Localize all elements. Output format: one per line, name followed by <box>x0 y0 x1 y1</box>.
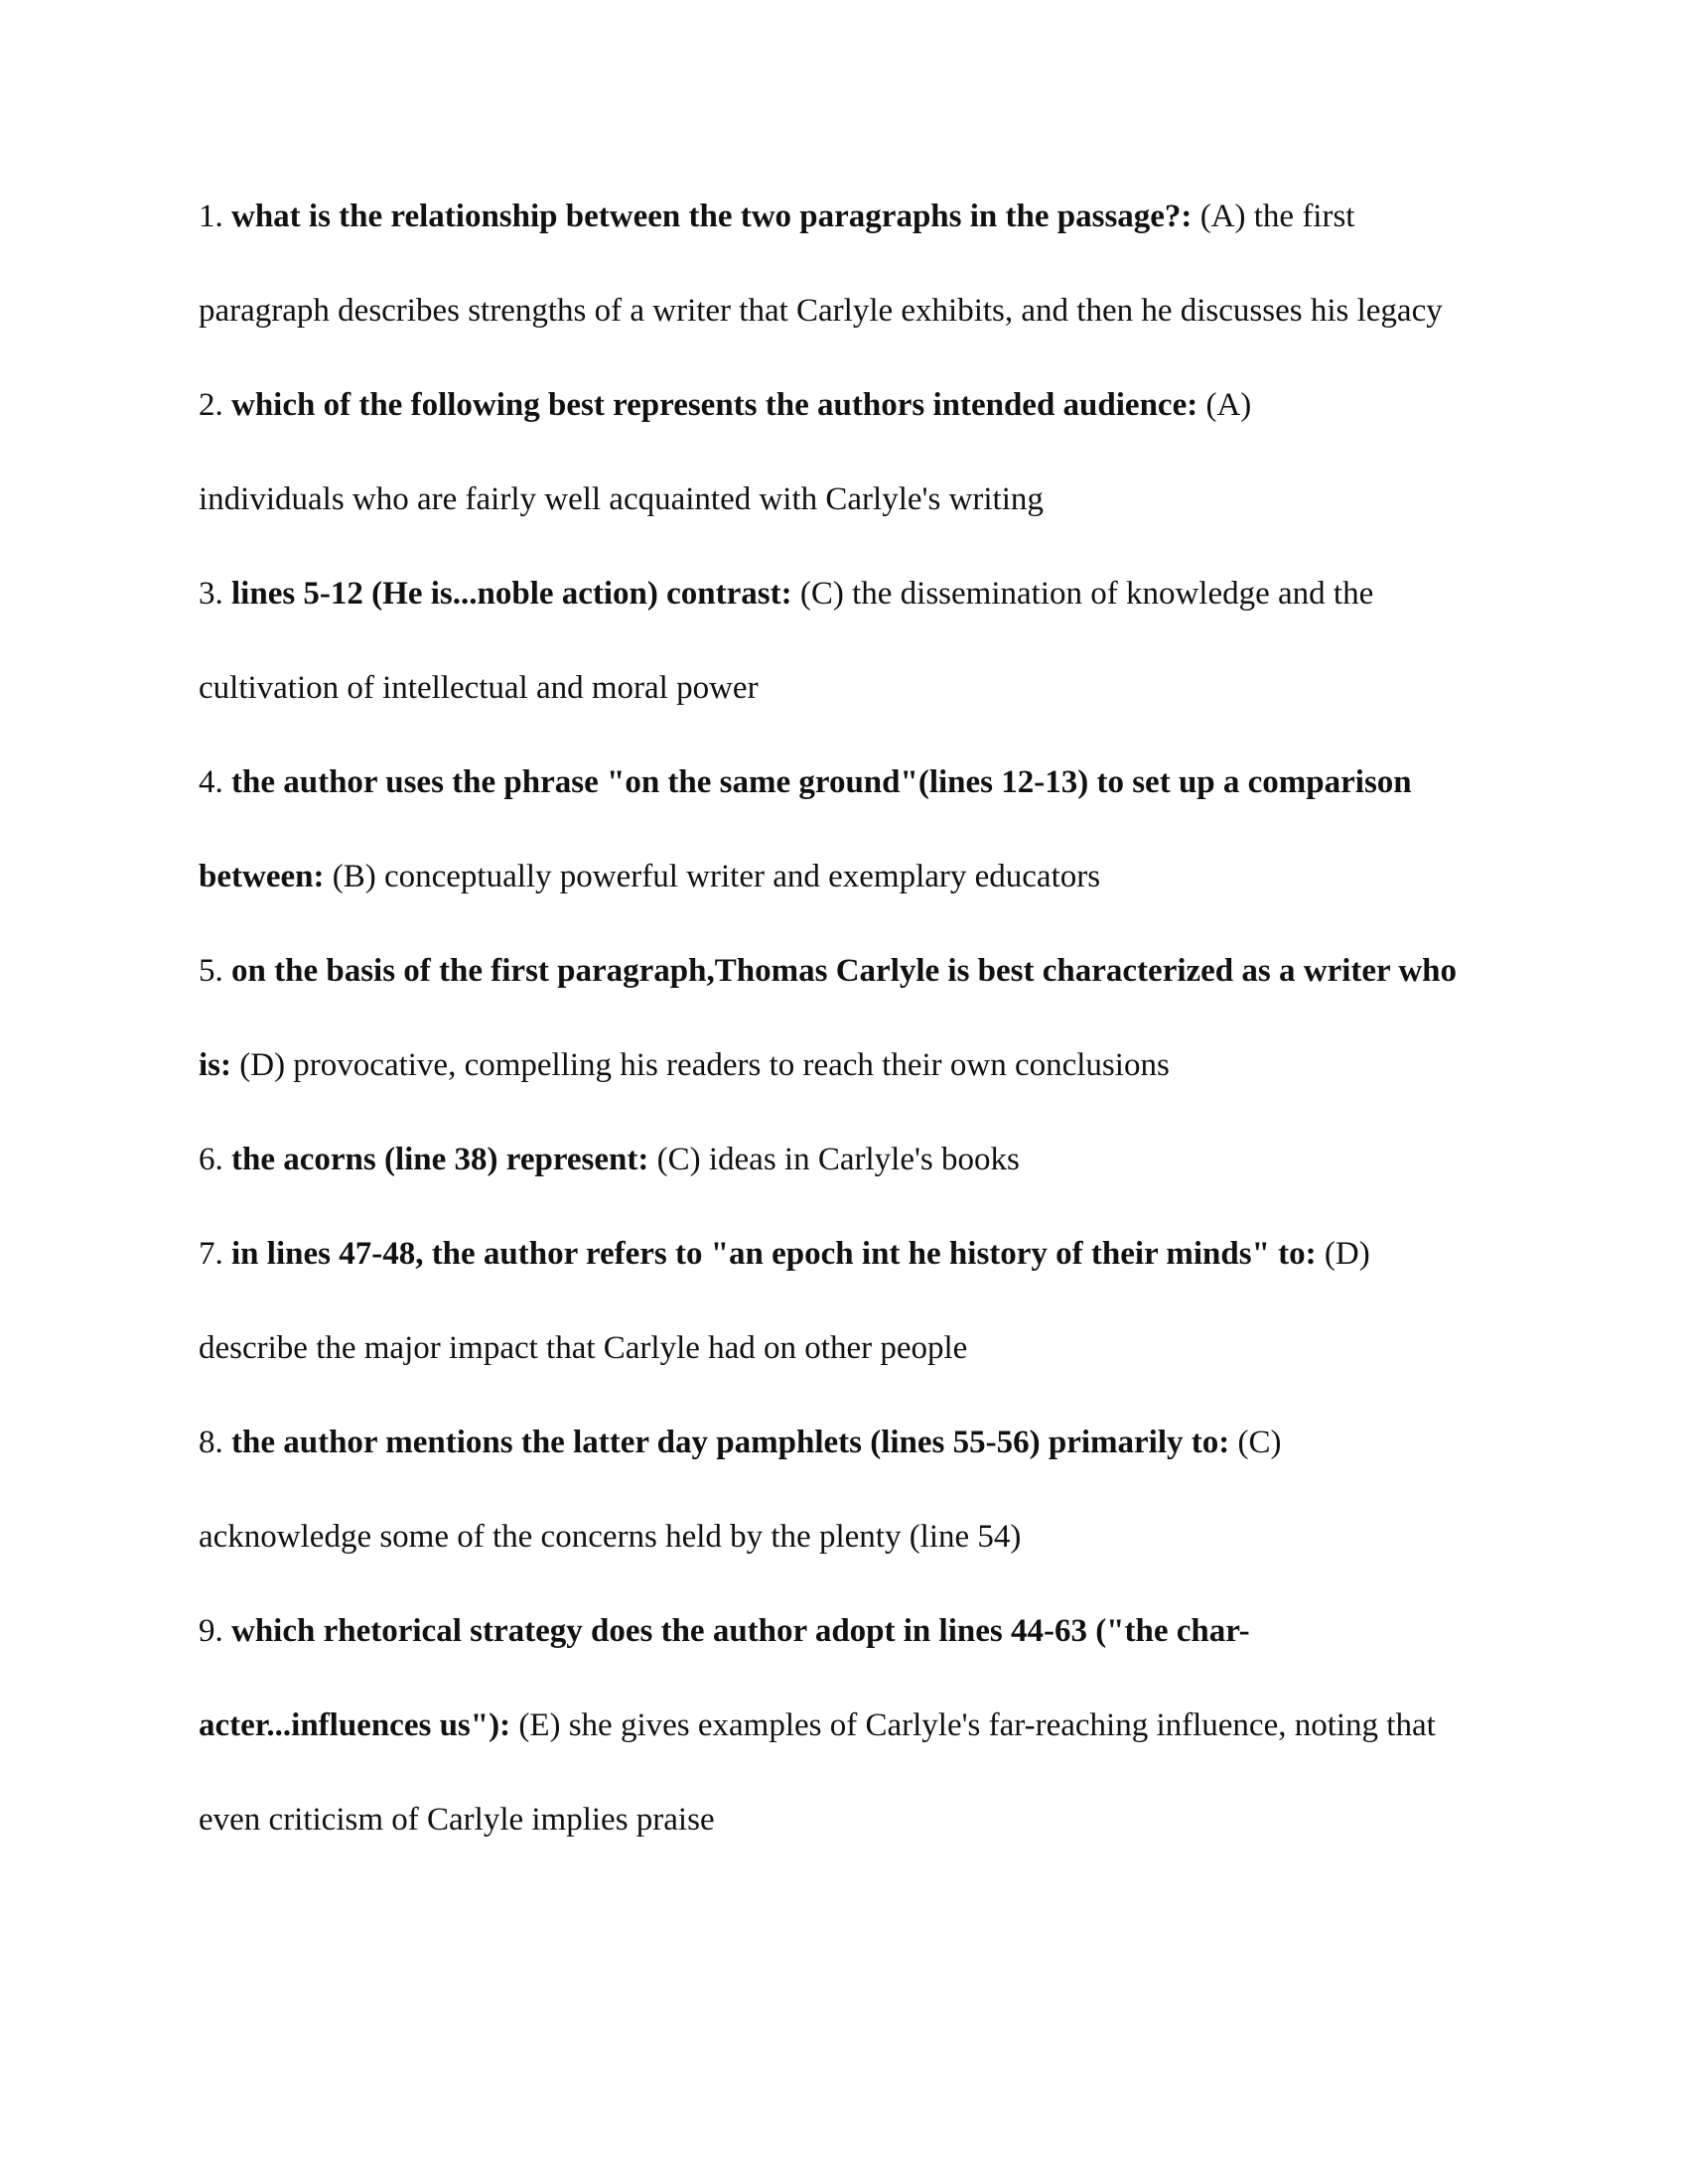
question-5-line-1 <box>199 951 1509 991</box>
question-1-text: what is the relationship between the two paragraphs in the passage?: <box>231 199 1193 234</box>
question-3-line-2 <box>199 668 1509 708</box>
question-9-line-2 <box>199 1706 1509 1745</box>
question-9-line-3 <box>199 1800 1509 1840</box>
question-4-line-1 <box>199 762 1509 802</box>
question-8-line-2 <box>199 1517 1509 1557</box>
question-9-text-continued: acter...influences us"): <box>199 1707 511 1743</box>
question-9-answer: (E) she gives examples of Carlyle's far-reaching influence, noting that <box>518 1707 1436 1743</box>
question-2-line-1 <box>199 385 1509 425</box>
question-3-answer: (C) the dissemination of knowledge and the <box>799 576 1374 612</box>
question-3-answer-continued: cultivation of intellectual and moral power <box>199 670 759 706</box>
question-9-line-1 <box>199 1611 1509 1651</box>
question-6-answer: (C) ideas in Carlyle's books <box>656 1142 1020 1177</box>
question-6-number: 6. <box>199 1142 223 1177</box>
question-8-line-1 <box>199 1423 1509 1462</box>
question-7-line-2 <box>199 1328 1509 1368</box>
question-5-line-2 <box>199 1045 1509 1085</box>
question-8-answer-continued: acknowledge some of the concerns held by the plenty (line 54) <box>199 1519 1022 1555</box>
question-5-text-continued: is: <box>199 1047 231 1083</box>
question-1-answer: (A) the first <box>1199 199 1355 234</box>
question-2-answer: (A) <box>1205 387 1252 423</box>
question-2-answer-continued: individuals who are fairly well acquainted with Carlyle's writing <box>199 481 1044 517</box>
question-2-line-2 <box>199 479 1509 519</box>
question-5-text: on the basis of the first paragraph,Thomas Carlyle is best characterized as a writer who <box>231 953 1458 989</box>
question-4-text-continued: between: <box>199 859 325 894</box>
question-9-number: 9. <box>199 1613 223 1649</box>
question-1-line-1 <box>199 197 1509 236</box>
question-8-text: the author mentions the latter day pamphlets (lines 55-56) primarily to: <box>231 1425 1230 1460</box>
question-6-line-1 <box>199 1140 1509 1179</box>
question-1-number: 1. <box>199 199 223 234</box>
question-7-answer: (D) <box>1324 1236 1370 1272</box>
question-1-answer-continued: paragraph describes strengths of a writer that Carlyle exhibits, and then he discusses his legacy <box>199 293 1443 329</box>
question-4-number: 4. <box>199 764 223 800</box>
question-2-number: 2. <box>199 387 223 423</box>
question-3-line-1 <box>199 574 1509 614</box>
question-5-answer: (D) provocative, compelling his readers to reach their own conclusions <box>239 1047 1170 1083</box>
question-5-number: 5. <box>199 953 223 989</box>
question-7-text: in lines 47-48, the author refers to "an epoch int he history of their minds" to: <box>231 1236 1317 1272</box>
question-2-text: which of the following best represents the authors intended audience: <box>231 387 1198 423</box>
question-9-answer-continued: even criticism of Carlyle implies praise <box>199 1802 715 1838</box>
question-6-text: the acorns (line 38) represent: <box>231 1142 649 1177</box>
question-7-answer-continued: describe the major impact that Carlyle had on other people <box>199 1330 968 1366</box>
question-4-answer: (B) conceptually powerful writer and exemplary educators <box>332 859 1101 894</box>
question-3-text: lines 5-12 (He is...noble action) contrast: <box>231 576 792 612</box>
question-4-line-2 <box>199 857 1509 896</box>
question-7-line-1 <box>199 1234 1509 1274</box>
question-3-number: 3. <box>199 576 223 612</box>
question-9-text: which rhetorical strategy does the author adopt in lines 44-63 ("the char- <box>231 1613 1250 1649</box>
question-8-number: 8. <box>199 1425 223 1460</box>
question-7-number: 7. <box>199 1236 223 1272</box>
question-4-text: the author uses the phrase "on the same ground"(lines 12-13) to set up a comparison <box>231 764 1412 800</box>
question-8-answer: (C) <box>1237 1425 1282 1460</box>
question-1-line-2 <box>199 291 1509 331</box>
